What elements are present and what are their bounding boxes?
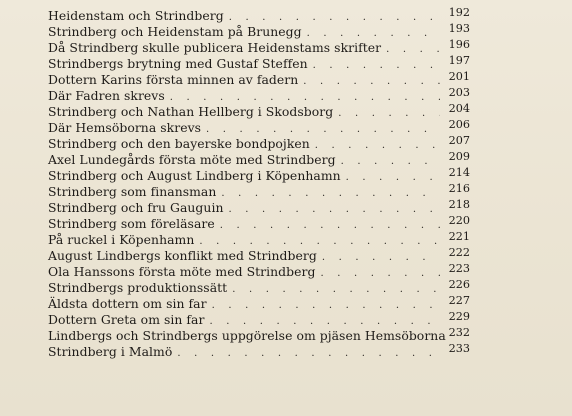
toc-entry-page-number: 206 bbox=[448, 118, 470, 131]
toc-entry-page-number: 222 bbox=[448, 246, 470, 259]
toc-entry-title: Strindberg som finansman bbox=[48, 184, 217, 199]
toc-entry bbox=[48, 278, 470, 295]
toc-entry bbox=[48, 118, 470, 135]
toc-entry-page-number: 196 bbox=[448, 38, 470, 51]
toc-entry-page-number: 220 bbox=[448, 214, 470, 227]
toc-entry-page-number: 233 bbox=[448, 342, 470, 355]
toc-entry-title: Ola Hanssons första möte med Strindberg bbox=[48, 264, 316, 279]
toc-entry bbox=[48, 262, 470, 279]
toc-entry-title: Där Hemsöborna skrevs bbox=[48, 120, 202, 135]
toc-entry bbox=[48, 182, 470, 199]
toc-entry-title: Strindberg och fru Gauguin bbox=[48, 200, 224, 215]
toc-entry-page-number: 209 bbox=[448, 150, 470, 163]
toc-entry-page-number: 203 bbox=[448, 86, 470, 99]
toc-entry bbox=[48, 326, 470, 343]
toc-entry-title: Strindberg och Heidenstam på Brunegg bbox=[48, 24, 302, 39]
toc-entry-title: På ruckel i Köpenhamn bbox=[48, 232, 195, 247]
toc-entry bbox=[48, 246, 470, 263]
toc-entry-page-number: 218 bbox=[448, 198, 470, 211]
toc-entry-page-number: 192 bbox=[448, 6, 470, 19]
toc-entry-title: Då Strindberg skulle publicera Heidenstams skrifter bbox=[48, 40, 382, 55]
toc-entry-title: Strindberg och August Lindberg i Köpenhamn bbox=[48, 168, 341, 183]
toc-entry-page-number: 226 bbox=[448, 278, 470, 291]
toc-entry-page-number: 216 bbox=[448, 182, 470, 195]
toc-entry-page-number: 229 bbox=[448, 310, 470, 323]
toc-entry bbox=[48, 6, 470, 23]
toc-entry bbox=[48, 166, 470, 183]
toc-entry-title: Strindberg och den bayerske bondpojken bbox=[48, 136, 310, 151]
toc-entry-title: Strindbergs produktionssätt bbox=[48, 280, 228, 295]
toc-entry bbox=[48, 86, 470, 103]
toc-entry bbox=[48, 294, 470, 311]
toc-entry-page-number: 193 bbox=[448, 22, 470, 35]
toc-entry bbox=[48, 102, 470, 119]
toc-entry-page-number: 223 bbox=[448, 262, 470, 275]
toc-entry bbox=[48, 38, 470, 55]
toc-entry bbox=[48, 70, 470, 87]
toc-entry-title: Strindberg i Malmö bbox=[48, 344, 173, 359]
toc-entry bbox=[48, 198, 470, 215]
toc-entry-title: Där Fadren skrevs bbox=[48, 88, 165, 103]
toc-entry-page-number: 204 bbox=[448, 102, 470, 115]
toc-entry bbox=[48, 342, 470, 359]
toc-entry-page-number: 221 bbox=[448, 230, 470, 243]
toc-entry-page-number: 214 bbox=[448, 166, 470, 179]
toc-entry-title: Axel Lundegårds första möte med Strindberg bbox=[48, 152, 336, 167]
toc-entry-title: Strindbergs brytning med Gustaf Steffen bbox=[48, 56, 308, 71]
toc-entry-title: Dottern Greta om sin far bbox=[48, 312, 205, 327]
toc-entry bbox=[48, 22, 470, 39]
toc-entry-title: Heidenstam och Strindberg bbox=[48, 8, 224, 23]
toc-entry bbox=[48, 150, 470, 167]
toc-entry bbox=[48, 214, 470, 231]
toc-entry-page-number: 207 bbox=[448, 134, 470, 147]
toc-dot-leader bbox=[172, 343, 440, 362]
toc-entry-title: Äldsta dottern om sin far bbox=[48, 296, 207, 311]
toc-entry-title: Dottern Karins första minnen av fadern bbox=[48, 72, 299, 87]
toc-entry-page-number: 201 bbox=[448, 70, 470, 83]
toc-entry-title: Lindbergs och Strindbergs uppgörelse om pjäsen Hemsöborna bbox=[48, 328, 446, 343]
toc-entry-page-number: 232 bbox=[448, 326, 470, 339]
toc-entry bbox=[48, 310, 470, 327]
toc-entry-title: Strindberg som föreläsare bbox=[48, 216, 215, 231]
toc-entry-page-number: 227 bbox=[448, 294, 470, 307]
toc-entry bbox=[48, 134, 470, 151]
toc-entry-page-number: 197 bbox=[448, 54, 470, 67]
toc-entry bbox=[48, 54, 470, 71]
toc-entry-title: August Lindbergs konflikt med Strindberg bbox=[48, 248, 317, 263]
toc-entry-title: Strindberg och Nathan Hellberg i Skodsborg bbox=[48, 104, 334, 119]
table-of-contents bbox=[48, 6, 470, 359]
toc-entry bbox=[48, 230, 470, 247]
